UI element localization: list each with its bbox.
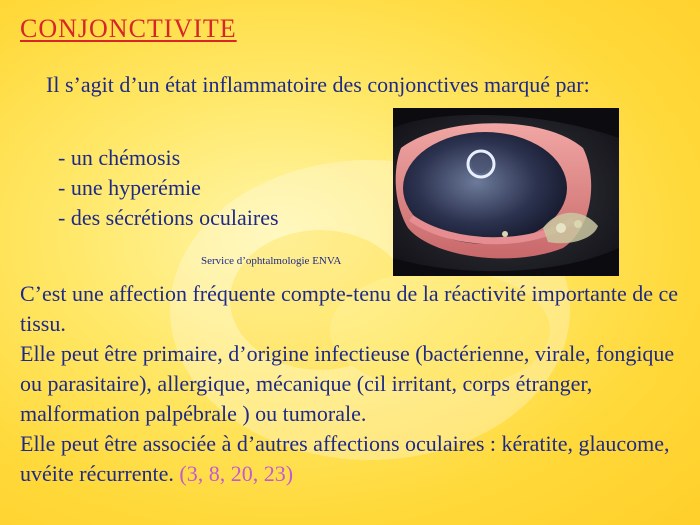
intro-text: Il s’agit d’un état inflammatoire des conjonctives marqué par: (46, 72, 590, 97)
list-item: - une hyperémie (58, 175, 201, 200)
list-item: - des sécrétions oculaires (58, 205, 279, 230)
photo-credit: Service d’ophtalmologie ENVA (201, 255, 342, 267)
body-text (20, 279, 700, 489)
list-item: - un chémosis (58, 145, 181, 170)
symptom-list (58, 143, 279, 233)
reference-list: (3, 8, 20, 23) (179, 461, 294, 486)
eye-photo (393, 108, 619, 276)
paragraph-origin: Elle peut être primaire, d’origine infectieuse (bactérienne, virale, fongique ou parasitaire), allergique, mécanique (cil irritant, corps étranger, malformation palpébrale ) ou tumorale. (20, 341, 675, 426)
association-text: Elle peut être associée à d’autres affections oculaires : kératite, glaucome, uvéite récurrente. (20, 431, 670, 486)
paragraph-frequency: C’est une affection fréquente compte-tenu de la réactivité importante de ce tissu. (20, 281, 679, 336)
paragraph-associations (20, 429, 700, 489)
slide-title: CONJONCTIVITE (20, 14, 237, 43)
